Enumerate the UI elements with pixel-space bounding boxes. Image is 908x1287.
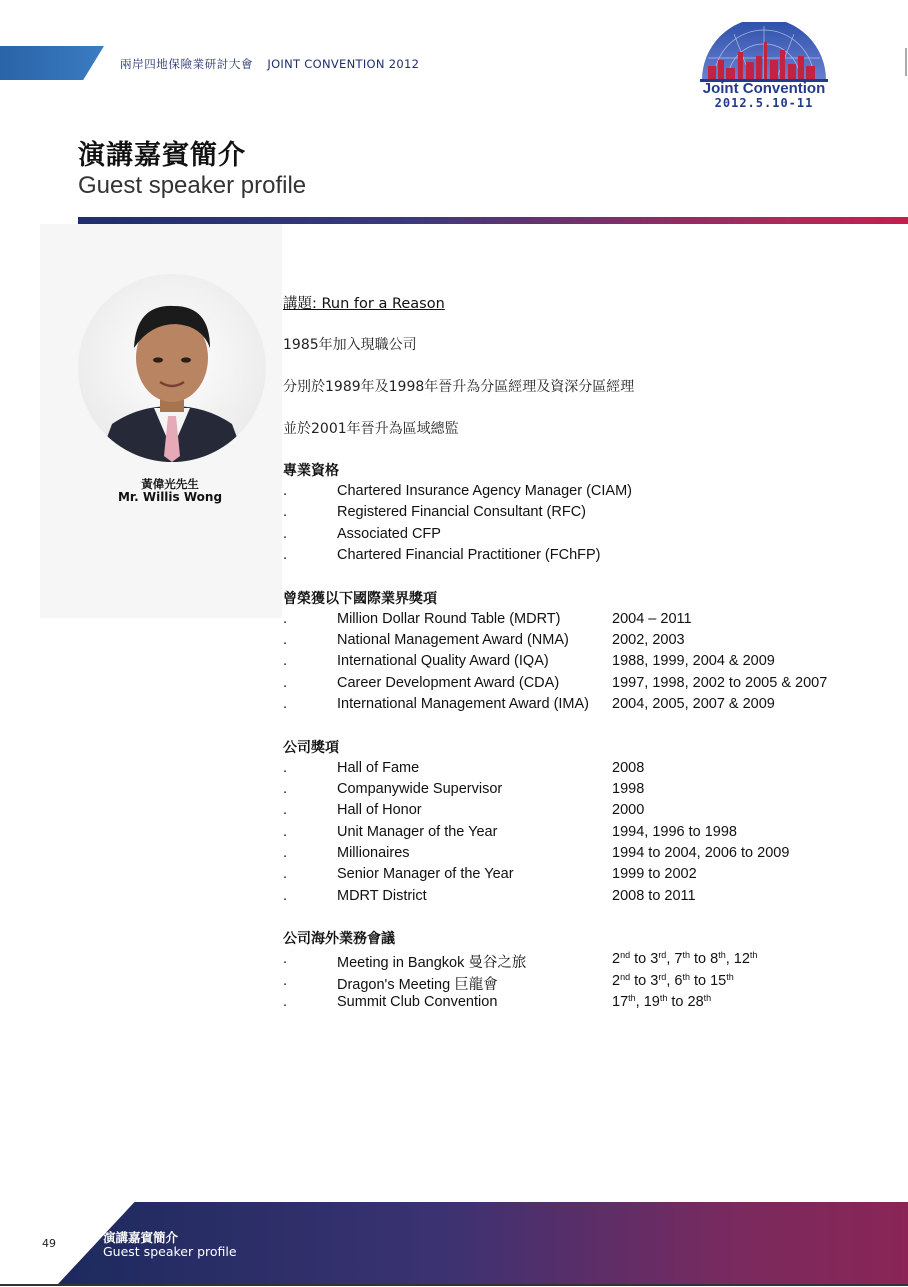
meetings-title: 公司海外業務會議 — [283, 931, 395, 948]
speaker-portrait-icon — [78, 274, 266, 462]
bullet: . — [283, 547, 288, 564]
value-part: to 3 — [630, 951, 659, 968]
list-item — [283, 696, 883, 717]
bullet: . — [283, 802, 288, 819]
item-value — [612, 951, 757, 967]
list-item — [283, 526, 883, 547]
item-label: Registered Financial Consultant (RFC) — [337, 504, 587, 521]
bullet: . — [283, 696, 288, 713]
item-value: 2000 — [612, 802, 645, 819]
item-value — [612, 994, 711, 1010]
value-part: , 19 — [635, 994, 660, 1011]
page-title-zh: 演講嘉賓簡介 — [78, 140, 246, 171]
convention-logo — [694, 22, 834, 112]
list-item — [283, 888, 883, 909]
ordinal-suffix: rd — [658, 971, 667, 982]
bullet: . — [283, 759, 288, 776]
bullet: . — [283, 483, 288, 499]
bullet: . — [283, 653, 288, 670]
list-item — [283, 483, 883, 504]
value-part: to 15 — [689, 972, 727, 989]
bullet: . — [283, 951, 288, 968]
bullet: . — [283, 972, 288, 989]
ordinal-suffix: nd — [620, 971, 631, 982]
list-item — [283, 951, 883, 972]
list-item — [283, 866, 883, 887]
profile-content — [283, 292, 883, 1015]
item-value: 1994, 1996 to 1998 — [612, 823, 737, 840]
item-label: Chartered Financial Practitioner (FChFP) — [337, 547, 601, 564]
item-label: Hall of Honor — [337, 802, 422, 819]
bullet: . — [283, 631, 288, 648]
bullet: . — [283, 887, 288, 904]
ordinal-suffix: th — [703, 993, 712, 1004]
value-part: 2 — [612, 951, 621, 968]
item-value: 1999 to 2002 — [612, 866, 697, 883]
item-label: Summit Club Convention — [337, 994, 498, 1011]
ordinal-suffix: th — [726, 971, 734, 982]
item-label: Associated CFP — [337, 525, 441, 542]
bullet: . — [283, 845, 288, 862]
item-label: Unit Manager of the Year — [337, 823, 498, 840]
logo-title: Joint Convention — [702, 80, 826, 97]
bullet: . — [283, 674, 288, 691]
item-label: Million Dollar Round Table (MDRT) — [337, 610, 561, 627]
bullet: . — [283, 780, 288, 797]
list-item — [283, 632, 883, 653]
value-part: , 6 — [666, 972, 683, 989]
footer-title-zh: 演講嘉賓簡介 — [103, 1230, 179, 1245]
item-label: MDRT District — [337, 887, 427, 904]
list-item — [283, 504, 883, 525]
item-label: Companywide Supervisor — [337, 780, 503, 797]
list-item — [283, 653, 883, 674]
ordinal-suffix: th — [659, 993, 668, 1004]
item-label: National Management Award (NMA) — [337, 631, 569, 648]
page-number: 49 — [42, 1237, 56, 1250]
logo-date: 2012.5.10-11 — [714, 96, 814, 110]
value-part: , 7 — [666, 951, 683, 968]
item-value — [612, 973, 734, 989]
bio-line: 分別於1989年及1998年晉升為分區經理及資深分區經理 — [283, 379, 635, 395]
qualifications-title: 專業資格 — [283, 463, 339, 479]
value-part: to 8 — [689, 951, 719, 968]
company-awards-title: 公司獎項 — [283, 739, 339, 756]
ordinal-suffix: rd — [658, 950, 667, 961]
item-label: International Quality Award (IQA) — [337, 653, 549, 670]
bio-line: 1985年加入現職公司 — [283, 337, 417, 353]
item-label: Hall of Fame — [337, 759, 420, 776]
bullet: . — [283, 610, 288, 627]
item-value: 1994 to 2004, 2006 to 2009 — [612, 845, 790, 862]
item-label: Chartered Insurance Agency Manager (CIAM) — [337, 483, 632, 499]
item-value: 2008 — [612, 759, 645, 776]
value-part: 2 — [612, 972, 621, 989]
talk-topic: 講題: Run for a Reason — [283, 296, 445, 312]
bullet: . — [283, 525, 288, 542]
ordinal-suffix: nd — [620, 950, 631, 961]
bullet: . — [283, 823, 288, 840]
list-item — [283, 781, 883, 802]
item-value: 1998 — [612, 780, 645, 797]
speaker-name-zh: 黃偉光先生 — [141, 477, 199, 491]
list-item — [283, 845, 883, 866]
speaker-photo — [78, 274, 266, 462]
ordinal-suffix: th — [682, 950, 690, 961]
bullet: . — [283, 504, 288, 521]
item-label: International Management Award (IMA) — [337, 696, 590, 713]
list-item — [283, 994, 883, 1015]
value-part: to 3 — [630, 972, 659, 989]
list-item — [283, 675, 883, 696]
bullet: . — [283, 866, 288, 883]
value-part: to 28 — [667, 994, 704, 1011]
list-item — [283, 802, 883, 823]
item-value: 2002, 2003 — [612, 631, 685, 648]
bottom-rule — [0, 1284, 908, 1286]
title-divider — [78, 217, 908, 224]
globe-skyline-icon — [694, 22, 834, 84]
header-band — [0, 46, 104, 80]
item-value: 2004 – 2011 — [612, 610, 692, 627]
footer-title-en: Guest speaker profile — [103, 1244, 237, 1259]
list-item — [283, 760, 883, 781]
ordinal-suffix: th — [718, 950, 726, 961]
list-item — [283, 611, 883, 632]
header-title-zh: 兩岸四地保險業研討大會 — [120, 57, 254, 71]
header-title — [120, 56, 419, 72]
item-label: Dragon's Meeting 巨龍會 — [337, 976, 498, 993]
item-label: Meeting in Bangkok 曼谷之旅 — [337, 955, 527, 972]
edge-tick — [905, 48, 907, 76]
value-part: 17 — [612, 994, 629, 1011]
intl-awards-title: 曾榮獲以下國際業界獎項 — [283, 590, 437, 607]
ordinal-suffix: th — [628, 993, 636, 1004]
item-value: 1997, 1998, 2002 to 2005 & 2007 — [612, 674, 828, 691]
item-value: 1988, 1999, 2004 & 2009 — [612, 653, 775, 670]
list-item — [283, 547, 883, 568]
ordinal-suffix: th — [749, 950, 758, 961]
header-title-en: JOINT CONVENTION 2012 — [267, 57, 420, 71]
item-value: 2008 to 2011 — [612, 887, 696, 904]
ordinal-suffix: th — [682, 971, 690, 982]
page-title-en: Guest speaker profile — [78, 172, 307, 199]
item-label: Millionaires — [337, 845, 410, 862]
list-item — [283, 824, 883, 845]
bullet: . — [283, 994, 288, 1011]
item-value: 2004, 2005, 2007 & 2009 — [612, 696, 775, 713]
speaker-name-en: Mr. Willis Wong — [117, 490, 223, 504]
item-label: Senior Manager of the Year — [337, 866, 514, 883]
value-part: , 12 — [725, 951, 750, 968]
footer-band — [58, 1202, 908, 1284]
item-label: Career Development Award (CDA) — [337, 674, 560, 691]
list-item — [283, 973, 883, 994]
bio-line: 並於2001年晉升為區域總監 — [283, 421, 459, 437]
